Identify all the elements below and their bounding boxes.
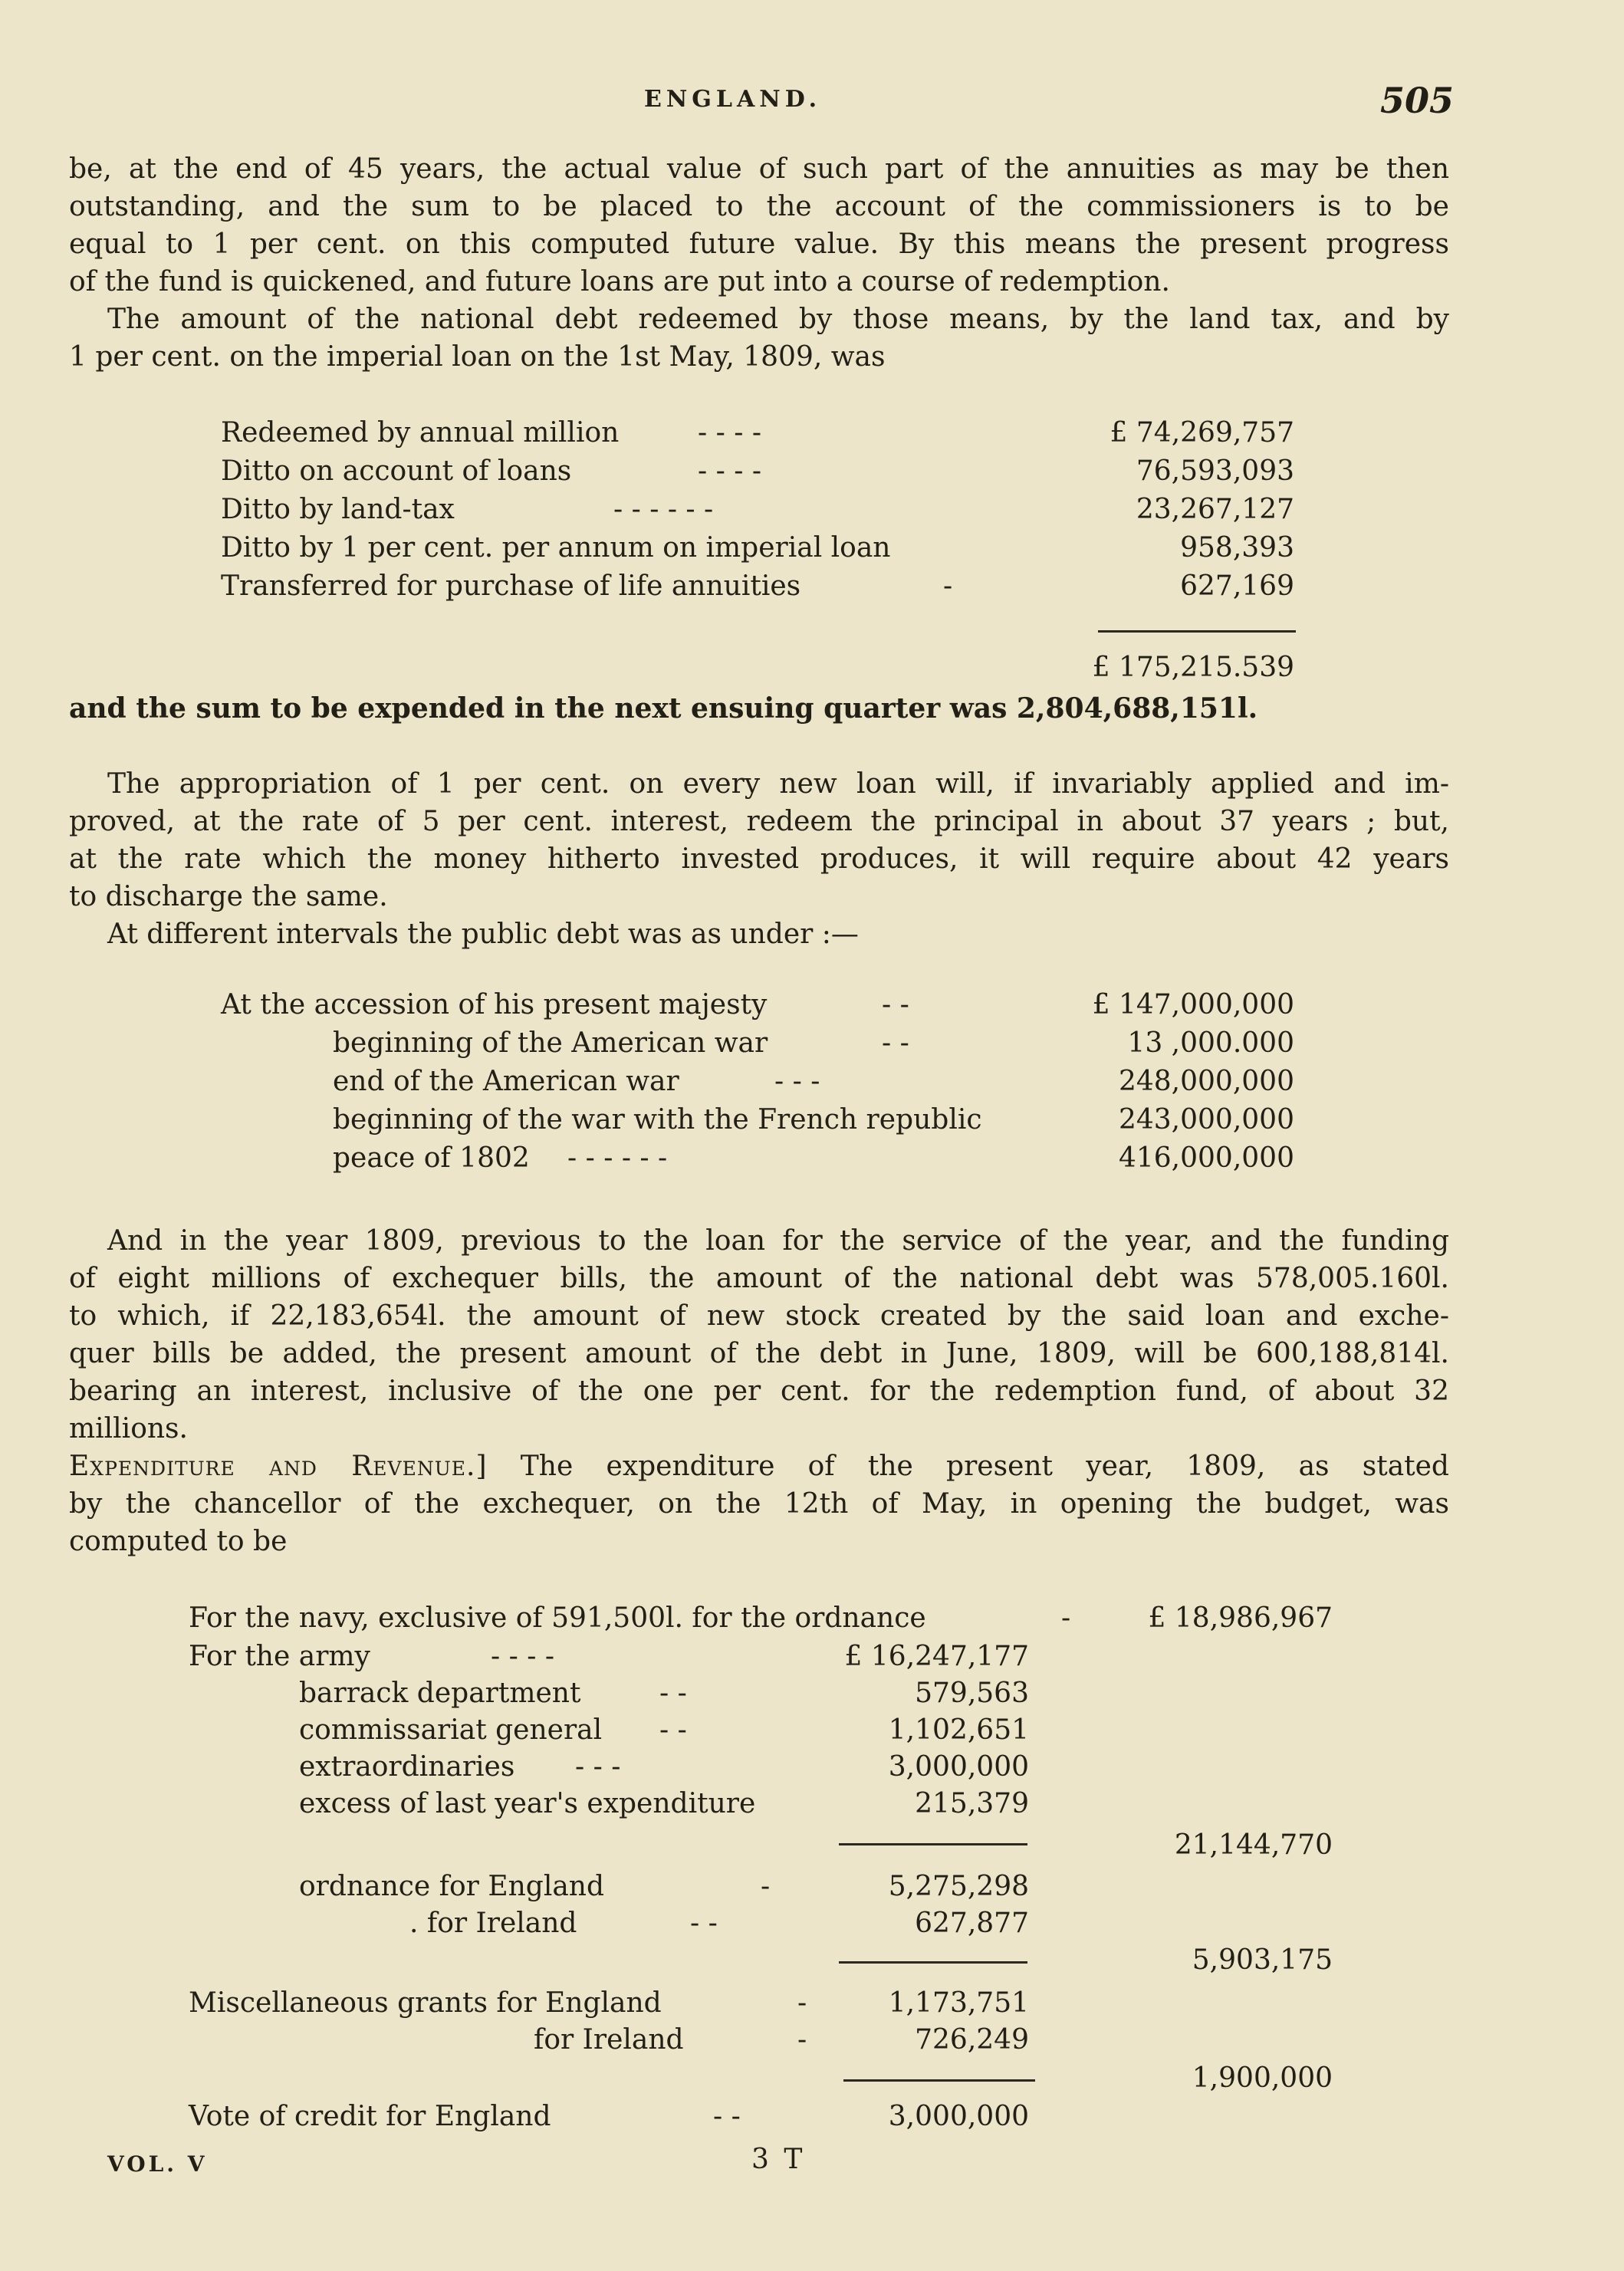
debt-label: end of the American war (333, 1066, 679, 1097)
vote-amount: 3,000,000 (888, 2101, 1029, 2132)
debt-amount: 13 ,000.000 (1127, 1027, 1294, 1059)
misc-amount: 1,173,751 (888, 1987, 1029, 2019)
redemption-label: Transferred for purchase of life annuities (221, 570, 801, 602)
debt-label: peace of 1802 (333, 1142, 530, 1174)
paragraph-national-debt (69, 1222, 1449, 1448)
text-line (69, 1448, 1449, 1485)
leader-dashes: - (761, 1871, 771, 1902)
leader-dashes: - - (659, 1678, 687, 1709)
redemption-amount: 76,593,093 (1136, 455, 1294, 487)
sum-rule (839, 1843, 1027, 1845)
misc-amount: 726,249 (915, 2024, 1029, 2056)
leader-dashes: - - (882, 1027, 909, 1059)
ordnance-amount: 627,877 (915, 1908, 1029, 1939)
leader-dashes: - - - - - - (567, 1142, 668, 1174)
army-item-amount: 1,102,651 (888, 1714, 1029, 1746)
army-item-label: excess of last year's expenditure (299, 1788, 756, 1819)
text-line: 1 per cent. on the imperial loan on the 1st May, 1809, was (69, 341, 886, 373)
sum-rule (839, 1961, 1027, 1964)
debt-amount: 243,000,000 (1118, 1104, 1294, 1136)
misc-label: Miscellaneous grants for England (189, 1987, 662, 2019)
ordnance-label: ordnance for England (299, 1871, 605, 1902)
paragraph-amount-redeemed (69, 301, 1449, 376)
paragraph-quarter-sum (69, 690, 1449, 728)
text-line: proved, at the rate of 5 per cent. interest, redeem the principal in about 37 years ; but, (69, 806, 1449, 837)
text-line: by the chancellor of the exchequer, on the 12th of May, in opening the budget, was (69, 1488, 1449, 1520)
running-head: ENGLAND. (644, 86, 822, 113)
leader-dashes: - (1061, 1602, 1071, 1634)
paragraph-intervals (69, 915, 1449, 953)
leader-dashes: - - - - (698, 417, 761, 449)
redemption-amount: 627,169 (1180, 570, 1294, 602)
redemption-label: Redeemed by annual million (221, 417, 620, 449)
redemption-label: Ditto on account of loans (221, 455, 572, 487)
ordnance-amount: 5,275,298 (888, 1871, 1029, 1902)
navy-amount: £ 18,986,967 (1148, 1602, 1333, 1634)
leader-dashes: - (943, 570, 953, 602)
army-item-label: extraordinaries (299, 1751, 515, 1783)
text-line: bearing an interest, inclusive of the one per cent. for the redemption fund, of about 32 (69, 1375, 1449, 1407)
ordnance-total: 5,903,175 (1192, 1944, 1333, 1976)
paragraph-expenditure (69, 1448, 1449, 1560)
leader-dashes: - - (882, 989, 909, 1020)
redemption-amount: 958,393 (1180, 532, 1294, 564)
debt-label: beginning of the war with the French republic (333, 1104, 982, 1136)
text-fragment: The expenditure of the present year, 1809, as stated (520, 1451, 1449, 1482)
text-line: be, at the end of 45 years, the actual value of such part of the annuities as may be then (69, 153, 1449, 185)
text-line: The amount of the national debt redeemed by those means, by the land tax, and by (107, 304, 1449, 335)
text-line: millions. (69, 1413, 188, 1444)
navy-label: For the navy, exclusive of 591,500l. for the ordnance (189, 1602, 926, 1634)
paragraph-sinking-fund (69, 150, 1449, 301)
redemption-amount: 23,267,127 (1136, 494, 1294, 525)
text-line: computed to be (69, 1526, 288, 1557)
army-item-label: barrack department (299, 1678, 581, 1709)
text-line: equal to 1 per cent. on this computed future value. By this means the present progress (69, 228, 1449, 260)
text-line: At different intervals the public debt was as under :— (107, 919, 859, 950)
text-line: of eight millions of exchequer bills, the amount of the national debt was 578,005.160l. (69, 1263, 1449, 1294)
leader-dashes: - - - - - - (613, 494, 714, 525)
army-amount: £ 16,247,177 (844, 1641, 1029, 1672)
section-heading: Expenditure and Revenue.] (69, 1451, 488, 1482)
text-line: And in the year 1809, previous to the loan for the service of the year, and the funding (107, 1225, 1449, 1257)
text-line: to which, if 22,183,654l. the amount of new stock created by the said loan and exche- (69, 1300, 1449, 1332)
redemption-label: Ditto by land-tax (221, 494, 455, 525)
text-line: outstanding, and the sum to be placed to the account of the commissioners is to be (69, 191, 1449, 222)
misc-total: 1,900,000 (1192, 2062, 1333, 2094)
army-total: 21,144,770 (1174, 1829, 1333, 1861)
army-label: For the army (189, 1641, 370, 1672)
redemption-total: £ 175,215.539 (1092, 652, 1294, 683)
leader-dashes: - - - - (698, 455, 761, 487)
page-number: 505 (1380, 80, 1455, 121)
misc-label: for Ireland (534, 2024, 684, 2056)
debt-label: beginning of the American war (333, 1027, 768, 1059)
redemption-amount: £ 74,269,757 (1110, 417, 1294, 449)
paragraph-appropriation (69, 765, 1449, 915)
army-item-amount: 3,000,000 (888, 1751, 1029, 1783)
ordnance-label: . for Ireland (409, 1908, 577, 1939)
text-line: at the rate which the money hitherto invested produces, it will require about 42 years (69, 843, 1449, 875)
redemption-label: Ditto by 1 per cent. per annum on imperial loan (221, 532, 891, 564)
army-item-amount: 579,563 (915, 1678, 1029, 1709)
army-item-amount: 215,379 (915, 1788, 1029, 1819)
leader-dashes: - - (690, 1908, 718, 1939)
leader-dashes: - - - - (491, 1641, 554, 1672)
volume-mark: VOL. V (107, 2151, 208, 2177)
leader-dashes: - - (713, 2101, 741, 2132)
text-line: and the sum to be expended in the next ensuing quarter was 2,804,688,151l. (69, 692, 1258, 725)
signature-mark: 3 T (751, 2144, 806, 2175)
leader-dashes: - - (659, 1714, 687, 1746)
leader-dashes: - - - (575, 1751, 621, 1783)
text-line: to discharge the same. (69, 881, 388, 912)
leader-dashes: - - - (774, 1066, 820, 1097)
text-line: The appropriation of 1 per cent. on every new loan will, if invariably applied and im- (107, 768, 1449, 800)
sum-rule (843, 2079, 1035, 2082)
debt-amount: 416,000,000 (1118, 1142, 1294, 1174)
army-item-label: commissariat general (299, 1714, 603, 1746)
leader-dashes: - (797, 1987, 807, 2019)
debt-label: At the accession of his present majesty (221, 989, 768, 1020)
vote-label: Vote of credit for England (189, 2101, 551, 2132)
debt-amount: £ 147,000,000 (1092, 989, 1294, 1020)
sum-rule (1098, 630, 1296, 633)
leader-dashes: - (797, 2024, 807, 2056)
text-line: quer bills be added, the present amount of the debt in June, 1809, will be 600,188,814l. (69, 1338, 1449, 1369)
text-line: of the fund is quickened, and future loans are put into a course of redemption. (69, 266, 1170, 297)
debt-amount: 248,000,000 (1118, 1066, 1294, 1097)
